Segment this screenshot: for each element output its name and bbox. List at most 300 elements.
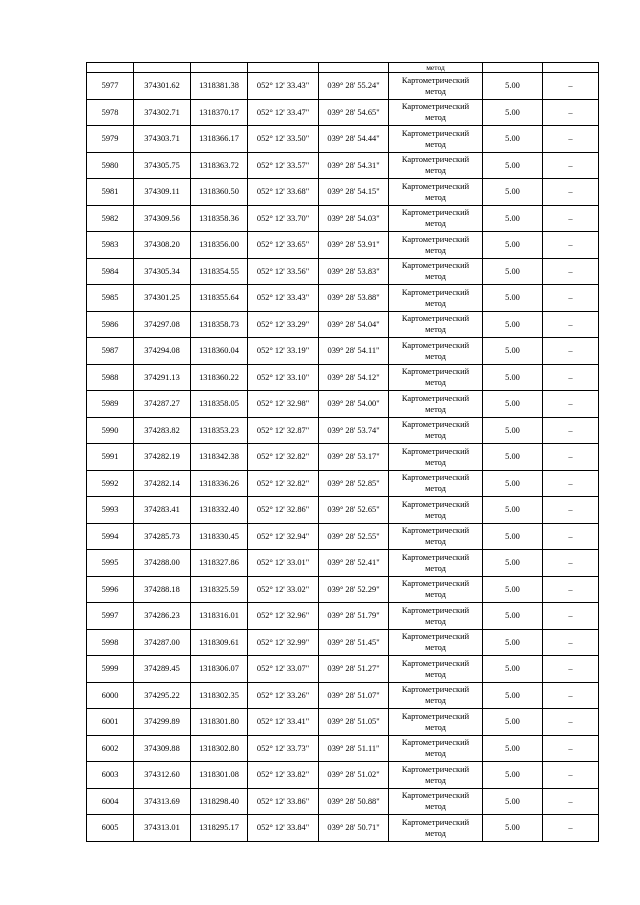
method-line-1: Картометрический: [401, 208, 470, 218]
cell-accuracy: 5.00: [483, 417, 543, 444]
cell-method: [389, 99, 483, 126]
cell-x-coordinate: 374294.08: [134, 338, 191, 365]
cell-y-coordinate: 1318302.80: [191, 735, 248, 762]
cell-note: –: [543, 470, 599, 497]
cell-y-coordinate: 1318363.72: [191, 152, 248, 179]
cell-point-number: 5979: [87, 126, 134, 153]
method-line-1: Картометрический: [401, 473, 470, 483]
cell-method-tail: метод: [389, 63, 483, 73]
method-line-1: Картометрический: [401, 393, 470, 403]
cell-latitude: 052° 12' 33.82": [248, 762, 319, 789]
cell-method: [389, 179, 483, 206]
cell-point-number: 5986: [87, 311, 134, 338]
cell-latitude: 052° 12' 33.68": [248, 179, 319, 206]
table-row: [87, 152, 599, 179]
cell-latitude: 052° 12' 33.56": [248, 258, 319, 285]
cell-note: –: [543, 603, 599, 630]
cell-longitude: 039° 28' 52.41": [319, 550, 389, 577]
cell-note: –: [543, 550, 599, 577]
cell-point-number: 5984: [87, 258, 134, 285]
cell-accuracy: 5.00: [483, 815, 543, 842]
cell-point-number: 5987: [87, 338, 134, 365]
coordinates-table: [86, 62, 599, 842]
cell-x-coordinate: 374287.00: [134, 629, 191, 656]
method-line-2: метод: [425, 166, 446, 176]
cell-longitude: 039° 28' 53.91": [319, 232, 389, 259]
cell-method: [389, 258, 483, 285]
cell-longitude: 039° 28' 51.79": [319, 603, 389, 630]
cell-method: [389, 497, 483, 524]
method-line-2: метод: [425, 537, 446, 547]
cell-latitude: 052° 12' 33.65": [248, 232, 319, 259]
cell-method: [389, 550, 483, 577]
cell-method: [389, 603, 483, 630]
cell-point-number: 5991: [87, 444, 134, 471]
cell-accuracy: 5.00: [483, 391, 543, 418]
cell-method: [389, 682, 483, 709]
cell-empty: [543, 63, 599, 73]
cell-method: [389, 523, 483, 550]
cell-method: [389, 391, 483, 418]
method-line-1: Картометрический: [401, 791, 470, 801]
cell-x-coordinate: 374282.19: [134, 444, 191, 471]
cell-accuracy: 5.00: [483, 523, 543, 550]
cell-x-coordinate: 374303.71: [134, 126, 191, 153]
cell-method: [389, 656, 483, 683]
cell-method: [389, 735, 483, 762]
method-line-2: метод: [425, 404, 446, 414]
cell-method: [389, 152, 483, 179]
cell-x-coordinate: 374288.00: [134, 550, 191, 577]
method-line-1: Картометрический: [401, 579, 470, 589]
method-line-2: метод: [425, 590, 446, 600]
method-line-1: Картометрический: [401, 420, 470, 430]
cell-latitude: 052° 12' 32.87": [248, 417, 319, 444]
cell-note: –: [543, 179, 599, 206]
method-line-2: метод: [425, 669, 446, 679]
cell-y-coordinate: 1318302.35: [191, 682, 248, 709]
cell-x-coordinate: 374291.13: [134, 364, 191, 391]
cell-note: –: [543, 99, 599, 126]
cell-method: [389, 417, 483, 444]
cell-longitude: 039° 28' 54.44": [319, 126, 389, 153]
table-row: [87, 232, 599, 259]
method-line-1: Картометрический: [401, 234, 470, 244]
method-line-1: Картометрический: [401, 155, 470, 165]
cell-point-number: 5978: [87, 99, 134, 126]
cell-note: –: [543, 338, 599, 365]
method-line-1: Картометрический: [401, 711, 470, 721]
cell-note: –: [543, 232, 599, 259]
cell-y-coordinate: 1318370.17: [191, 99, 248, 126]
cell-y-coordinate: 1318366.17: [191, 126, 248, 153]
cell-point-number: 5993: [87, 497, 134, 524]
method-line-2: метод: [425, 749, 446, 759]
cell-x-coordinate: 374282.14: [134, 470, 191, 497]
cell-longitude: 039° 28' 52.55": [319, 523, 389, 550]
cell-note: –: [543, 735, 599, 762]
cell-x-coordinate: 374308.20: [134, 232, 191, 259]
cell-accuracy: 5.00: [483, 179, 543, 206]
method-line-1: Картометрический: [401, 128, 470, 138]
method-line-2: метод: [425, 828, 446, 838]
cell-x-coordinate: 374287.27: [134, 391, 191, 418]
table-row: [87, 99, 599, 126]
cell-y-coordinate: 1318332.40: [191, 497, 248, 524]
table-row: [87, 311, 599, 338]
cell-accuracy: 5.00: [483, 99, 543, 126]
method-line-2: метод: [425, 722, 446, 732]
cell-y-coordinate: 1318354.55: [191, 258, 248, 285]
cell-longitude: 039° 28' 53.17": [319, 444, 389, 471]
method-line-1: Картометрический: [401, 287, 470, 297]
cell-method: [389, 629, 483, 656]
table-row: [87, 391, 599, 418]
method-line-2: метод: [425, 802, 446, 812]
cell-y-coordinate: 1318325.59: [191, 576, 248, 603]
cell-note: –: [543, 629, 599, 656]
cell-y-coordinate: 1318336.26: [191, 470, 248, 497]
cell-x-coordinate: 374299.89: [134, 709, 191, 736]
cell-point-number: 5989: [87, 391, 134, 418]
cell-accuracy: 5.00: [483, 603, 543, 630]
continuation-row: [87, 63, 599, 73]
cell-accuracy: 5.00: [483, 576, 543, 603]
cell-point-number: 5985: [87, 285, 134, 312]
cell-y-coordinate: 1318295.17: [191, 815, 248, 842]
table-row: [87, 338, 599, 365]
table-row: [87, 815, 599, 842]
cell-y-coordinate: 1318342.38: [191, 444, 248, 471]
table-row: [87, 762, 599, 789]
cell-y-coordinate: 1318360.04: [191, 338, 248, 365]
cell-x-coordinate: 374283.82: [134, 417, 191, 444]
method-line-2: метод: [425, 298, 446, 308]
cell-x-coordinate: 374309.11: [134, 179, 191, 206]
cell-point-number: 5977: [87, 73, 134, 100]
cell-y-coordinate: 1318301.80: [191, 709, 248, 736]
table-row: [87, 550, 599, 577]
method-line-2: метод: [425, 616, 446, 626]
method-line-1: Картометрический: [401, 102, 470, 112]
cell-x-coordinate: 374305.34: [134, 258, 191, 285]
cell-longitude: 039° 28' 54.00": [319, 391, 389, 418]
table-row: [87, 126, 599, 153]
cell-longitude: 039° 28' 51.11": [319, 735, 389, 762]
cell-accuracy: 5.00: [483, 73, 543, 100]
cell-empty: [483, 63, 543, 73]
cell-empty: [319, 63, 389, 73]
method-line-1: Картометрический: [401, 764, 470, 774]
cell-longitude: 039° 28' 54.65": [319, 99, 389, 126]
cell-note: –: [543, 497, 599, 524]
cell-note: –: [543, 311, 599, 338]
table-row: [87, 629, 599, 656]
cell-latitude: 052° 12' 33.07": [248, 656, 319, 683]
cell-longitude: 039° 28' 52.65": [319, 497, 389, 524]
cell-longitude: 039° 28' 54.31": [319, 152, 389, 179]
cell-method: [389, 205, 483, 232]
cell-method: [389, 232, 483, 259]
cell-method: [389, 444, 483, 471]
method-line-2: метод: [425, 219, 446, 229]
cell-point-number: 5982: [87, 205, 134, 232]
cell-longitude: 039° 28' 54.04": [319, 311, 389, 338]
cell-note: –: [543, 152, 599, 179]
cell-note: –: [543, 364, 599, 391]
cell-point-number: 5992: [87, 470, 134, 497]
cell-accuracy: 5.00: [483, 285, 543, 312]
cell-empty: [134, 63, 191, 73]
cell-point-number: 6004: [87, 788, 134, 815]
cell-longitude: 039° 28' 54.15": [319, 179, 389, 206]
table-row: [87, 205, 599, 232]
cell-accuracy: 5.00: [483, 444, 543, 471]
table-row: [87, 709, 599, 736]
cell-note: –: [543, 444, 599, 471]
method-line-1: Картометрический: [401, 499, 470, 509]
cell-note: –: [543, 709, 599, 736]
cell-latitude: 052° 12' 33.02": [248, 576, 319, 603]
method-line-2: метод: [425, 378, 446, 388]
cell-longitude: 039° 28' 54.03": [319, 205, 389, 232]
cell-latitude: 052° 12' 32.98": [248, 391, 319, 418]
method-line-1: Картометрический: [401, 526, 470, 536]
cell-method: [389, 285, 483, 312]
cell-note: –: [543, 762, 599, 789]
cell-point-number: 5988: [87, 364, 134, 391]
method-line-2: метод: [425, 272, 446, 282]
cell-x-coordinate: 374309.88: [134, 735, 191, 762]
cell-x-coordinate: 374301.62: [134, 73, 191, 100]
cell-accuracy: 5.00: [483, 126, 543, 153]
table-row: [87, 788, 599, 815]
cell-method: [389, 815, 483, 842]
cell-longitude: 039° 28' 50.88": [319, 788, 389, 815]
table-row: [87, 497, 599, 524]
cell-point-number: 5994: [87, 523, 134, 550]
cell-note: –: [543, 523, 599, 550]
cell-latitude: 052° 12' 32.82": [248, 470, 319, 497]
cell-accuracy: 5.00: [483, 232, 543, 259]
cell-note: –: [543, 258, 599, 285]
method-line-2: метод: [425, 139, 446, 149]
cell-empty: [87, 63, 134, 73]
cell-y-coordinate: 1318353.23: [191, 417, 248, 444]
method-line-1: Картометрический: [401, 685, 470, 695]
cell-y-coordinate: 1318301.08: [191, 762, 248, 789]
cell-latitude: 052° 12' 33.86": [248, 788, 319, 815]
method-line-2: метод: [425, 484, 446, 494]
method-line-2: метод: [425, 86, 446, 96]
cell-latitude: 052° 12' 33.73": [248, 735, 319, 762]
method-line-2: метод: [425, 775, 446, 785]
cell-latitude: 052° 12' 32.82": [248, 444, 319, 471]
cell-accuracy: 5.00: [483, 788, 543, 815]
cell-latitude: 052° 12' 33.84": [248, 815, 319, 842]
cell-point-number: 5980: [87, 152, 134, 179]
cell-note: –: [543, 576, 599, 603]
cell-longitude: 039° 28' 52.85": [319, 470, 389, 497]
cell-x-coordinate: 374302.71: [134, 99, 191, 126]
cell-accuracy: 5.00: [483, 364, 543, 391]
cell-point-number: 6002: [87, 735, 134, 762]
cell-method: [389, 311, 483, 338]
method-line-2: метод: [425, 325, 446, 335]
method-line-1: Картометрический: [401, 658, 470, 668]
table-row: [87, 470, 599, 497]
cell-latitude: 052° 12' 33.19": [248, 338, 319, 365]
cell-point-number: 6005: [87, 815, 134, 842]
cell-method: [389, 338, 483, 365]
cell-method: [389, 470, 483, 497]
table-row: [87, 682, 599, 709]
table-row: [87, 735, 599, 762]
table-row: [87, 364, 599, 391]
method-line-1: Картометрический: [401, 181, 470, 191]
cell-x-coordinate: 374286.23: [134, 603, 191, 630]
method-line-1: Картометрический: [401, 367, 470, 377]
cell-y-coordinate: 1318306.07: [191, 656, 248, 683]
cell-note: –: [543, 285, 599, 312]
cell-method: [389, 73, 483, 100]
cell-accuracy: 5.00: [483, 656, 543, 683]
cell-point-number: 5997: [87, 603, 134, 630]
cell-longitude: 039° 28' 54.12": [319, 364, 389, 391]
cell-y-coordinate: 1318355.64: [191, 285, 248, 312]
cell-note: –: [543, 788, 599, 815]
cell-accuracy: 5.00: [483, 682, 543, 709]
cell-x-coordinate: 374313.69: [134, 788, 191, 815]
cell-method: [389, 762, 483, 789]
cell-empty: [191, 63, 248, 73]
cell-empty: [248, 63, 319, 73]
cell-y-coordinate: 1318358.05: [191, 391, 248, 418]
cell-x-coordinate: 374312.60: [134, 762, 191, 789]
cell-point-number: 5998: [87, 629, 134, 656]
cell-note: –: [543, 205, 599, 232]
table-row: [87, 258, 599, 285]
cell-note: –: [543, 417, 599, 444]
cell-accuracy: 5.00: [483, 470, 543, 497]
method-line-1: Картометрический: [401, 446, 470, 456]
cell-accuracy: 5.00: [483, 152, 543, 179]
method-line-2: метод: [425, 113, 446, 123]
table-row: [87, 523, 599, 550]
table-row: [87, 576, 599, 603]
cell-note: –: [543, 126, 599, 153]
cell-latitude: 052° 12' 33.26": [248, 682, 319, 709]
cell-latitude: 052° 12' 32.86": [248, 497, 319, 524]
method-line-2: метод: [425, 245, 446, 255]
cell-x-coordinate: 374313.01: [134, 815, 191, 842]
cell-y-coordinate: 1318381.38: [191, 73, 248, 100]
cell-x-coordinate: 374295.22: [134, 682, 191, 709]
cell-longitude: 039° 28' 51.45": [319, 629, 389, 656]
cell-latitude: 052° 12' 33.47": [248, 99, 319, 126]
cell-longitude: 039° 28' 53.83": [319, 258, 389, 285]
cell-note: –: [543, 391, 599, 418]
cell-longitude: 039° 28' 51.07": [319, 682, 389, 709]
cell-longitude: 039° 28' 51.27": [319, 656, 389, 683]
table-row: [87, 73, 599, 100]
cell-point-number: 6003: [87, 762, 134, 789]
method-line-2: метод: [425, 643, 446, 653]
table-body: [87, 63, 599, 842]
cell-accuracy: 5.00: [483, 550, 543, 577]
cell-x-coordinate: 374288.18: [134, 576, 191, 603]
cell-accuracy: 5.00: [483, 709, 543, 736]
method-line-1: Картометрический: [401, 632, 470, 642]
cell-x-coordinate: 374283.41: [134, 497, 191, 524]
cell-x-coordinate: 374297.08: [134, 311, 191, 338]
cell-longitude: 039° 28' 53.74": [319, 417, 389, 444]
method-line-2: метод: [425, 563, 446, 573]
table-row: [87, 656, 599, 683]
cell-point-number: 5983: [87, 232, 134, 259]
cell-method: [389, 576, 483, 603]
cell-x-coordinate: 374285.73: [134, 523, 191, 550]
method-line-2: метод: [425, 192, 446, 202]
table-row: [87, 285, 599, 312]
method-line-1: Картометрический: [401, 738, 470, 748]
cell-y-coordinate: 1318360.22: [191, 364, 248, 391]
table-row: [87, 444, 599, 471]
cell-y-coordinate: 1318309.61: [191, 629, 248, 656]
cell-latitude: 052° 12' 33.70": [248, 205, 319, 232]
cell-method: [389, 788, 483, 815]
method-line-1: Картометрический: [401, 314, 470, 324]
cell-latitude: 052° 12' 33.50": [248, 126, 319, 153]
cell-longitude: 039° 28' 54.11": [319, 338, 389, 365]
cell-point-number: 6000: [87, 682, 134, 709]
cell-method: [389, 126, 483, 153]
method-line-1: Картометрический: [401, 340, 470, 350]
method-line-1: Картометрический: [401, 817, 470, 827]
cell-y-coordinate: 1318298.40: [191, 788, 248, 815]
method-line-1: Картометрический: [401, 75, 470, 85]
method-line-1: Картометрический: [401, 552, 470, 562]
cell-accuracy: 5.00: [483, 258, 543, 285]
cell-point-number: 5990: [87, 417, 134, 444]
cell-y-coordinate: 1318327.86: [191, 550, 248, 577]
cell-latitude: 052° 12' 33.10": [248, 364, 319, 391]
table-row: [87, 603, 599, 630]
method-line-2: метод: [425, 431, 446, 441]
cell-note: –: [543, 682, 599, 709]
method-line-2: метод: [425, 510, 446, 520]
cell-latitude: 052° 12' 33.29": [248, 311, 319, 338]
cell-longitude: 039° 28' 53.88": [319, 285, 389, 312]
cell-y-coordinate: 1318330.45: [191, 523, 248, 550]
cell-accuracy: 5.00: [483, 311, 543, 338]
cell-x-coordinate: 374289.45: [134, 656, 191, 683]
cell-note: –: [543, 656, 599, 683]
method-line-2: метод: [425, 696, 446, 706]
cell-point-number: 5996: [87, 576, 134, 603]
cell-y-coordinate: 1318358.36: [191, 205, 248, 232]
cell-accuracy: 5.00: [483, 735, 543, 762]
table-row: [87, 179, 599, 206]
cell-latitude: 052° 12' 33.41": [248, 709, 319, 736]
cell-latitude: 052° 12' 32.96": [248, 603, 319, 630]
cell-accuracy: 5.00: [483, 497, 543, 524]
method-line-1: Картометрический: [401, 261, 470, 271]
cell-y-coordinate: 1318358.73: [191, 311, 248, 338]
table-row: [87, 417, 599, 444]
method-line-2: метод: [425, 351, 446, 361]
cell-y-coordinate: 1318316.01: [191, 603, 248, 630]
